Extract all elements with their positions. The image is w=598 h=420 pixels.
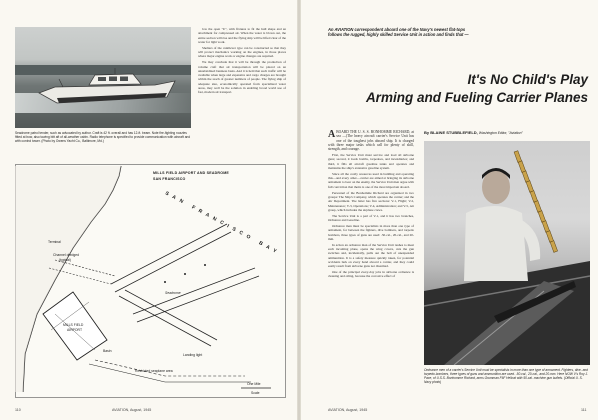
lead-text: BOARD THE U. S. S. BONHOMME RICHARD, at sea —(The heavy aircraft carrier's Service Unit has one of the toughest jobs aboard ship. It is charged with three major tasks which call for plenty of skill, strength, and courage.	[328, 130, 414, 152]
headline-line1: It's No Child's Play	[467, 72, 588, 87]
right-page	[301, 0, 598, 420]
map-title-line2: SAN FRANCISCO	[153, 177, 186, 181]
channel-label-sub: (typical)	[59, 258, 71, 262]
article-intro: An AVIATION correspondent aboard one of the Navy's newest flat-tops follows the rugged, highly skilled Service Unit in action and finds that —	[328, 27, 469, 38]
drop-cap: A	[328, 130, 336, 140]
right-folio: 111	[581, 408, 587, 412]
mills-field-map	[15, 164, 286, 398]
airport-label: MILLS FIELD	[63, 323, 84, 327]
article-paragraph: One of the principal every-day jobs in airborne ordnance is cleaning and oiling, because the corrosive effect of	[328, 270, 414, 279]
byline-name: By BLAINE STUBBLEFIELD,	[424, 130, 478, 135]
article-paragraph: Personnel of the Bonhomme Richard are organized in two groups: The Ship's Company, which operates the carrier; and the Air Department. The latter has five sections: V-1, Flight; V-2, Maintenance; V-3, Operations; V-4, Administration; and V-5, Air group, which includes the airplane crews.	[328, 190, 414, 212]
basin-label: Basin	[103, 349, 112, 353]
airport-label-sub: AIRPORT	[67, 328, 83, 332]
article-paragraph: Ordnance men must be specialists in more than one type of armament, for between the fighters, dive bombers, and torpedo bombers, three types of guns are used: .50-cal., 20-cal., and 20-mm.	[328, 223, 414, 241]
scale-sub-label: Scale	[251, 391, 260, 395]
patrol-boat-illustration	[37, 67, 177, 109]
left-column-text	[198, 27, 286, 159]
left-running-foot: AVIATION, August, 1945	[112, 408, 152, 412]
article-paragraph: The Service Unit is a part of V-1, and it has two branches, Ordnance and Gasoline.	[328, 213, 414, 223]
left-page	[0, 0, 297, 420]
left-paragraph: Shelters of the cantilever type can be constructed so that they will protect mechanics working on the engines, in those places where major engine work or engine changes are required.	[198, 45, 286, 59]
article-headline	[331, 71, 588, 107]
byline-title: Washington Editor, "Aviation"	[478, 131, 523, 135]
landing-light-label: Landing light	[183, 353, 203, 357]
terminal-label: Terminal	[48, 240, 61, 244]
seadrome-tender-photo	[15, 27, 191, 128]
article-paragraph: In action an ordnance man of the Service Unit rushes to meet each incoming plane, opens the wing covers, cuts the gun switches and, incidentally, pulls out the belt of unexpended ammunition. It is a safety measure quickly taken, for potential accidents lurk on every hand aboard a carrier, and they could easily result from airborne guns not disarmed.	[328, 242, 414, 269]
bay-label: SAN FRANCISCO BAY	[164, 190, 282, 257]
scale-label: One Mile	[247, 382, 261, 386]
left-folio: 110	[15, 408, 21, 412]
ordnance-photo-caption: Ordnance men of a carrier's Service Unit must be specialists in more than one type of armament. Fighters, dive- and torpedo-bombers, three types of guns and ammunition are used. .50-cal., 20-cal., and 20-mm. Here NOW V's Roy J. Pace, of U.S.S. Bonhomme Richard, arms Grumman F6F Hellcat with 50-cal. machine gun bullets. (Official U. S. Navy photo)	[424, 368, 588, 385]
tender-photo-caption: Seadrome patrol tender, such as advocated by author. Craft is 42 ft. overall and has 12-ft. beam. Note fire-fighting nozzles fitted at bow, also towing bitt aft of all-weather cabin. Radio telephone is specified to provide communication with aircraft and with control tower. (Photo by Owens Yacht Co., Baltimore, Md.)	[15, 131, 191, 144]
article-paragraph: Since all the costly resources used in building and operating this—and every other—carrier are aimed at bringing its airborne armament to bear on the enemy, the Service Unit men argue with full conviction that theirs is one of the most important aboard.	[328, 171, 414, 189]
map-title-line1: MILLS FIELD AIRPORT AND SEADROME	[153, 171, 230, 175]
article-paragraph: First, the Service Unit must service and load all airborne guns; second, it loads bombs, torpedoes, and incendiaries; and third, it fills all aircraft gasoline tanks and operates and maintains the ship's extensive gasoline system.	[328, 153, 414, 170]
channel-label: Channel dredged	[53, 253, 80, 257]
right-running-foot: AVIATION, August, 1945	[328, 408, 368, 412]
left-paragraph: low the open "U", with fixtures to fit the hull shape and an attachment for compressed air. When the water is blown out, the entire section will rise and the flying ship will be lifted clear of the water for light work.	[198, 27, 286, 44]
ordnance-man-photo	[424, 141, 590, 365]
byline	[424, 130, 590, 138]
lead-paragraph	[328, 130, 414, 151]
seadrome-label: Seadrome	[165, 291, 181, 295]
sailor-with-ammunition-illustration	[424, 141, 590, 365]
article-column	[328, 130, 414, 402]
left-paragraph: We may conclude that it will be through the production of volume craft that air transportation will be placed on an unsubsidized business basis. And it is held that such traffic will be available when large and expensive and cargo charges are brought within the reach of greater numbers of people. The flying ship of adequate size, economically operated from specialized water areas, may well be the solution in enabling broad world use of fast, modern air transport.	[198, 60, 286, 95]
headline-line2: Arming and Fueling Carrier Planes	[365, 90, 588, 105]
restricted-area-label: Restricted seaplane area	[135, 369, 173, 373]
